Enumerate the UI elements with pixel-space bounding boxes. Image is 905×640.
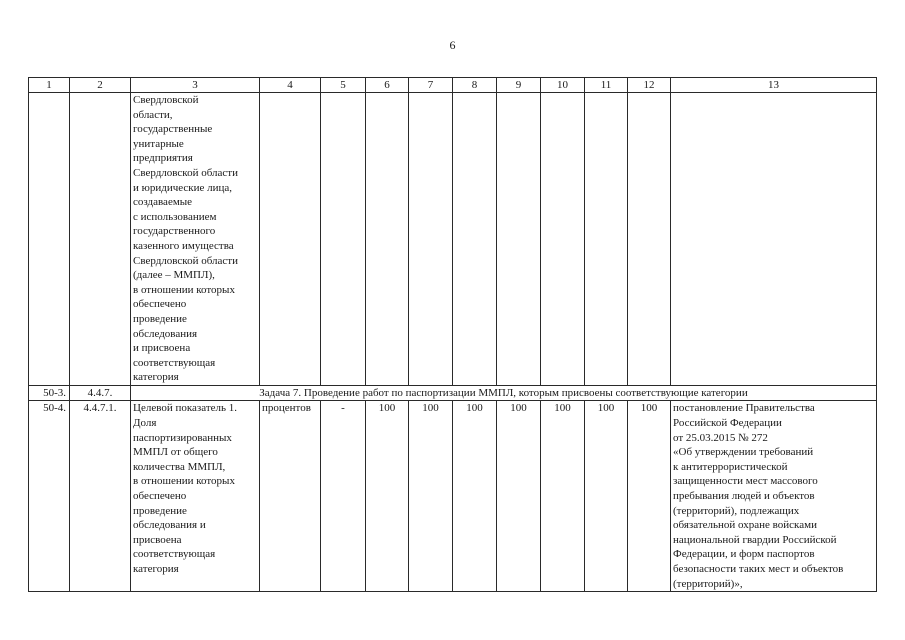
value-cell: 100 [497, 401, 541, 592]
table-cell [671, 93, 877, 386]
value-cell: 100 [366, 401, 409, 592]
table-cell [29, 93, 70, 386]
column-header: 8 [453, 78, 497, 93]
value-cell: - [321, 401, 366, 592]
value-cell: 100 [453, 401, 497, 592]
table-cell [628, 93, 671, 386]
row-code: 4.4.7. [70, 385, 131, 401]
table-cell [260, 93, 321, 386]
row-code: 4.4.7.1. [70, 401, 131, 592]
column-header: 9 [497, 78, 541, 93]
column-header: 10 [541, 78, 585, 93]
table-cell [541, 93, 585, 386]
column-number-row [29, 78, 877, 93]
column-header: 11 [585, 78, 628, 93]
indicator-row [29, 401, 877, 592]
indicators-table [28, 77, 877, 592]
value-cell: 100 [541, 401, 585, 592]
indicator-source: постановление Правительства Российской Федерации от 25.03.2015 № 272 «Об утверждении требований к антитеррористической защищенности мест массового пребывания людей и объектов (территорий), подлежащих обязательной охране войсками национальной гвардии Российской Федерации, и форм паспортов безопасности таких мест и объектов (территорий)», [671, 401, 877, 592]
continuation-row [29, 93, 877, 386]
table-cell [409, 93, 453, 386]
value-cell: 100 [628, 401, 671, 592]
table-cell [585, 93, 628, 386]
indicator-description-continued: Свердловской области, государственные унитарные предприятия Свердловской области и юридические лица, создаваемые с использованием государственного казенного имущества Свердловской области (далее – ММПЛ), в отношении которых обеспечено проведение обследования и присвоена соответствующая категория [131, 93, 260, 386]
value-cell: 100 [409, 401, 453, 592]
value-cell: 100 [585, 401, 628, 592]
row-number: 50-3. [29, 385, 70, 401]
column-header: 5 [321, 78, 366, 93]
column-header: 6 [366, 78, 409, 93]
column-header: 7 [409, 78, 453, 93]
table-cell [453, 93, 497, 386]
table-cell [497, 93, 541, 386]
table-cell [70, 93, 131, 386]
column-header: 12 [628, 78, 671, 93]
indicator-unit: процентов [260, 401, 321, 592]
column-header: 1 [29, 78, 70, 93]
column-header: 2 [70, 78, 131, 93]
page-number: 6 [449, 38, 456, 52]
row-number: 50-4. [29, 401, 70, 592]
task-title: Задача 7. Проведение работ по паспортизации ММПЛ, которым присвоены соответствующие категории [131, 385, 877, 401]
column-header: 13 [671, 78, 877, 93]
indicator-name: Целевой показатель 1. Доля паспортизированных ММПЛ от общего количества ММПЛ, в отношении которых обеспечено проведение обследования и присвоена соответствующая категория [131, 401, 260, 592]
task-row [29, 385, 877, 401]
column-header: 4 [260, 78, 321, 93]
column-header: 3 [131, 78, 260, 93]
table-cell [366, 93, 409, 386]
table-cell [321, 93, 366, 386]
